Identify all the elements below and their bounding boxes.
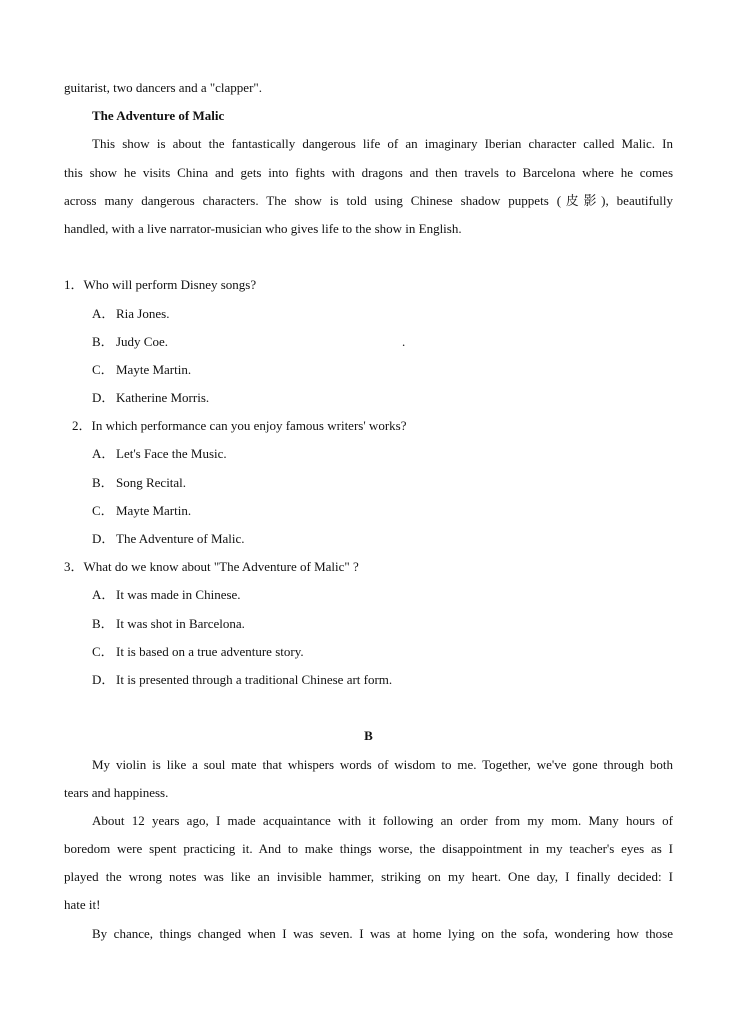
- option-letter: C．: [92, 361, 114, 377]
- question-text: What do we know about "The Adventure of Malic" ?: [83, 559, 359, 575]
- show-description-line: across many dangerous characters. The show is told using Chinese shadow puppets (皮影), beautifully: [64, 192, 673, 208]
- passage-b-line: My violin is like a soul mate that whispers words of wisdom to me. Together, we've gone through both: [92, 756, 673, 772]
- option-letter: A．: [92, 446, 115, 462]
- option-2a: [64, 440, 673, 468]
- option-letter: C．: [92, 643, 114, 659]
- option-text: Mayte Martin.: [116, 502, 192, 518]
- option-1a: [64, 300, 673, 328]
- section-heading-b: B: [364, 728, 373, 744]
- option-text: The Adventure of Malic.: [116, 531, 245, 546]
- option-text: It is presented through a traditional Chinese art form.: [116, 671, 393, 687]
- option-text: Ria Jones.: [116, 305, 170, 321]
- option-text: It is based on a true adventure story.: [116, 643, 304, 659]
- show-title: The Adventure of Malic: [92, 108, 225, 124]
- option-3b: [64, 610, 673, 638]
- option-letter: C．: [92, 502, 114, 518]
- passage-b-line: boredom were spent practicing it. And to make things worse, the disappointment in my teacher's eyes as I: [64, 841, 673, 857]
- question-number: 3．: [64, 559, 84, 575]
- passage-b-line: hate it!: [64, 897, 101, 913]
- option-3c: [64, 638, 673, 666]
- show-description-line: handled, with a live narrator-musician who gives life to the show in English.: [64, 220, 462, 236]
- passage-b-line: About 12 years ago, I made acquaintance with it following an order from my mom. Many hours of: [92, 812, 673, 828]
- option-text: Judy Coe.: [116, 333, 168, 349]
- option-2c: [64, 497, 673, 525]
- option-1d: [64, 384, 673, 412]
- question-text: In which performance can you enjoy famous writers' works?: [91, 418, 407, 434]
- option-letter: D．: [92, 671, 115, 687]
- option-text: Mayte Martin.: [116, 361, 192, 377]
- show-description-line: This show is about the fantastically dangerous life of an imaginary Iberian character called Malic. In: [92, 136, 673, 152]
- option-letter: B．: [92, 615, 114, 631]
- show-description-line: this show he visits China and gets into fights with dragons and then travels to Barcelona where he comes: [64, 164, 673, 180]
- passage-b-line: By chance, things changed when I was seven. I was at home lying on the sofa, wondering how those: [92, 925, 673, 941]
- option-letter: A．: [92, 305, 115, 321]
- option-1c: [64, 356, 673, 384]
- passage-b-line: played the wrong notes was like an invisible hammer, striking on my heart. One day, I finally decided: I: [64, 869, 673, 885]
- question-number: 2．: [72, 418, 92, 434]
- option-letter: B．: [92, 333, 114, 349]
- option-1b: [64, 328, 673, 356]
- option-letter: B．: [92, 474, 114, 490]
- passage-b-line: tears and happiness.: [64, 784, 169, 800]
- question-3: [64, 553, 673, 581]
- option-letter: D．: [92, 531, 115, 546]
- option-text: It was shot in Barcelona.: [116, 615, 245, 631]
- question-text: Who will perform Disney songs?: [83, 277, 257, 293]
- option-3a: [64, 581, 673, 609]
- option-letter: D．: [92, 390, 115, 406]
- spacer: [64, 694, 673, 722]
- option-3d: [64, 666, 673, 694]
- option-text: Song Recital.: [116, 474, 187, 490]
- question-1: [64, 271, 673, 299]
- stray-mark: .: [402, 333, 406, 349]
- document-content: [64, 74, 673, 948]
- option-text: It was made in Chinese.: [116, 587, 241, 603]
- option-2b: [64, 469, 673, 497]
- question-number: 1．: [64, 277, 84, 293]
- passage-a-continuation-line: guitarist, two dancers and a "clapper".: [64, 80, 262, 95]
- spacer: [64, 243, 673, 271]
- option-text: Let's Face the Music.: [116, 446, 227, 462]
- option-2d: [64, 525, 673, 553]
- question-2: [64, 412, 673, 440]
- option-letter: A．: [92, 587, 115, 603]
- option-text: Katherine Morris.: [116, 390, 210, 406]
